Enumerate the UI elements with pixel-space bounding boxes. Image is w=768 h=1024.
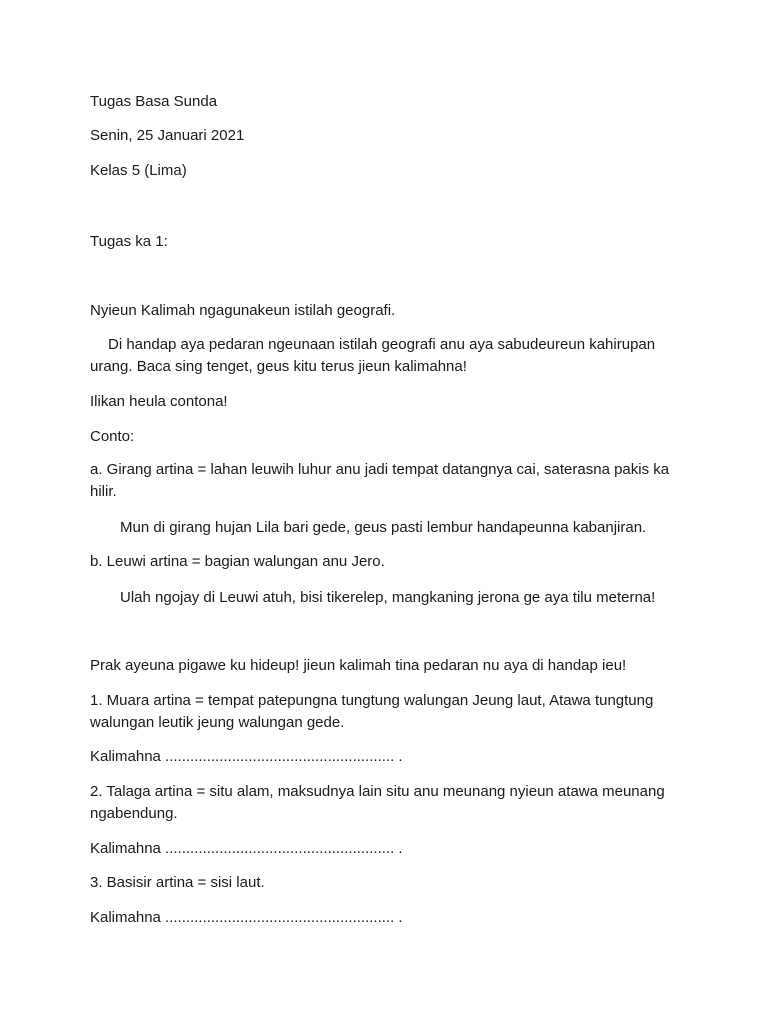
task-label: Tugas ka 1:: [90, 233, 168, 250]
exercise-definition: 1. Muara artina = tempat patepungna tungtung walungan Jeung laut, Atawa tungtung walungan leutik jeung walungan gede.: [90, 692, 654, 731]
exercise-prompt: Prak ayeuna pigawe ku hideup! jieun kalimah tina pedaran nu aya di handap ieu!: [90, 657, 627, 674]
conto-label: Conto:: [90, 428, 135, 445]
exercise-answer-line: Kalimahna ....................................................... .: [90, 840, 403, 857]
exercise-answer-line: Kalimahna ....................................................... .: [90, 909, 403, 926]
example-sentence: Mun di girang hujan Lila bari gede, geus pasti lembur handapeunna kabanjiran.: [120, 519, 647, 536]
example-definition: a. Girang artina = lahan leuwih luhur anu jadi tempat datangnya cai, saterasna pakis ka hilir.: [90, 461, 670, 500]
intro-paragraph: Di handap aya pedaran ngeunaan istilah geografi anu aya sabudeureun kahirupan urang. Baca sing tenget, geus kitu terus jieun kalimahna!: [90, 336, 656, 375]
document-date: Senin, 25 Januari 2021: [90, 127, 245, 144]
exercise-answer-line: Kalimahna ....................................................... .: [90, 748, 403, 765]
instruction-text: Nyieun Kalimah ngagunakeun istilah geografi.: [90, 302, 396, 319]
document-class: Kelas 5 (Lima): [90, 162, 187, 179]
example-prompt: Ilikan heula contona!: [90, 393, 228, 410]
exercise-definition: 3. Basisir artina = sisi laut.: [90, 874, 265, 891]
example-definition: b. Leuwi artina = bagian walungan anu Jero.: [90, 553, 385, 570]
example-sentence: Ulah ngojay di Leuwi atuh, bisi tikerelep, mangkaning jerona ge aya tilu meterna!: [120, 589, 656, 606]
exercise-definition: 2. Talaga artina = situ alam, maksudnya lain situ anu meunang nyieun atawa meunang ngabendung.: [90, 783, 665, 822]
document-title: Tugas Basa Sunda: [90, 93, 218, 110]
